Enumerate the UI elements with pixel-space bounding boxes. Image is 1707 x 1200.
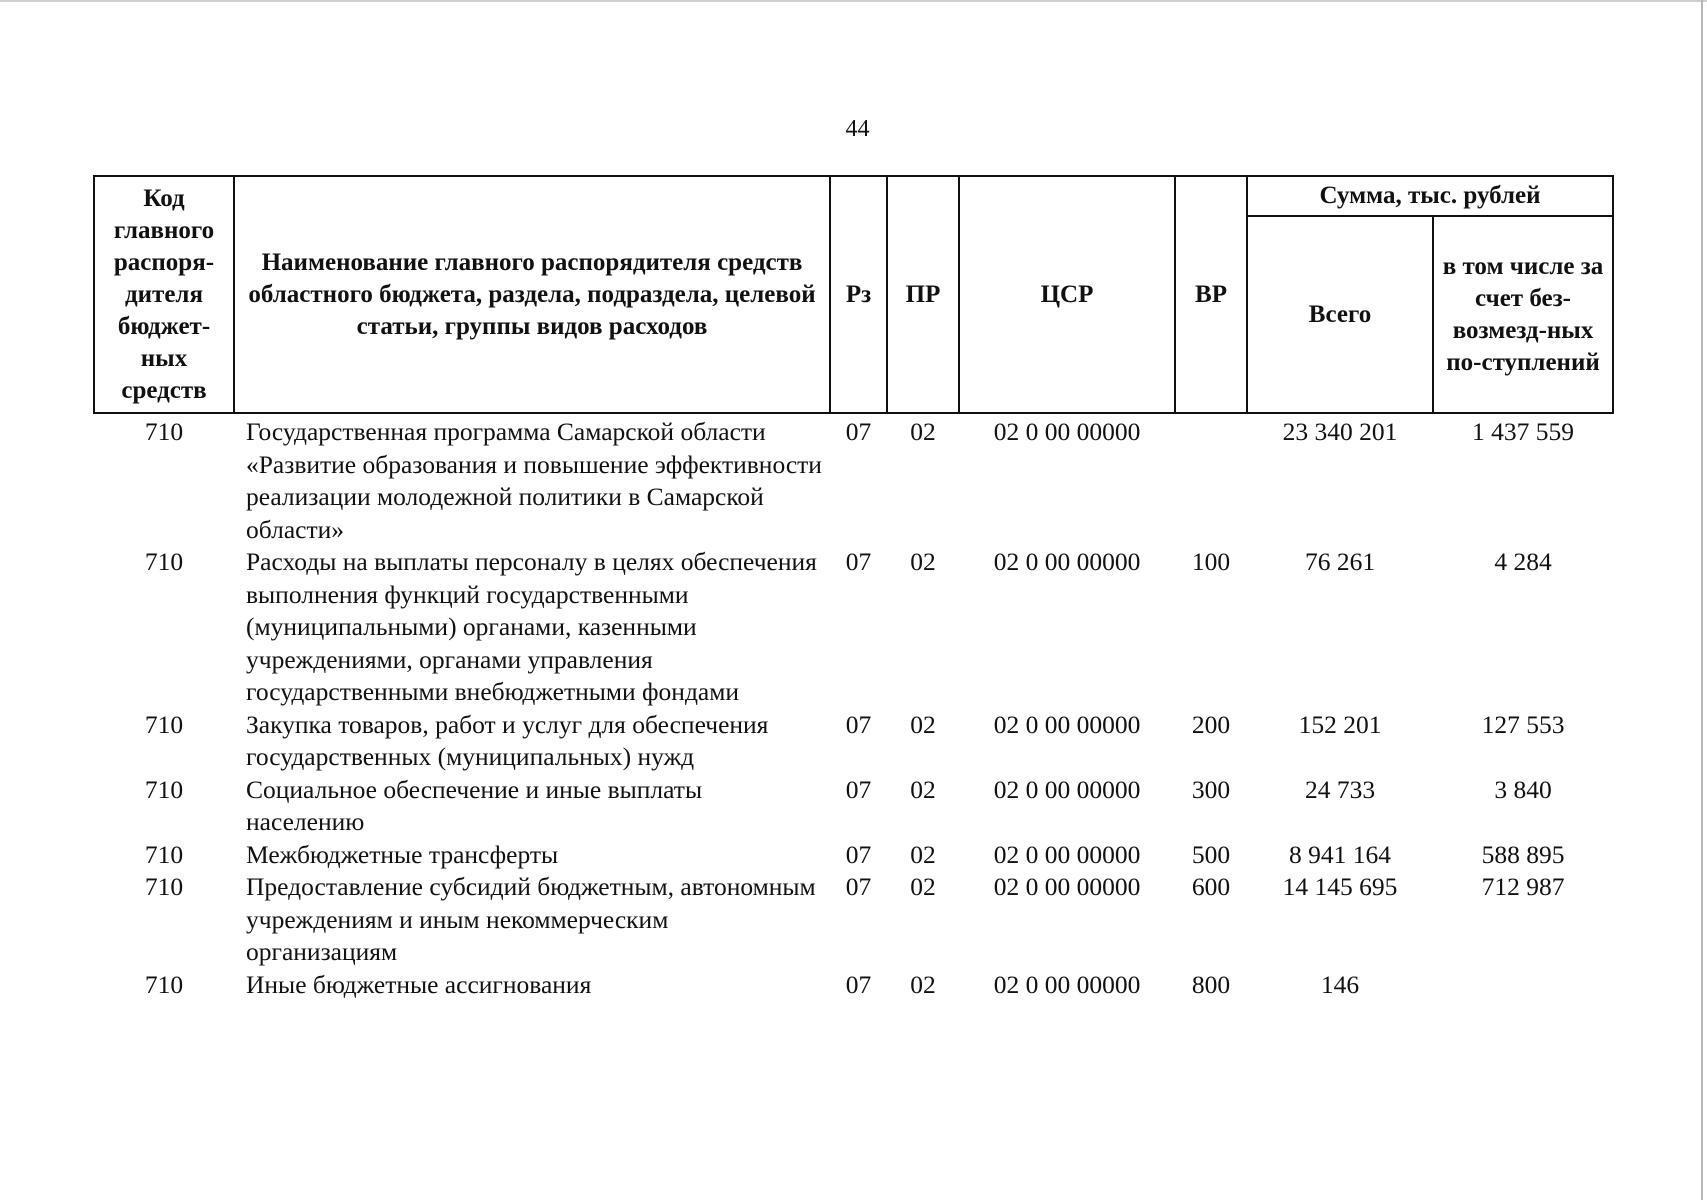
- table-body: [94, 413, 1613, 1001]
- cell-rz: 07: [845, 839, 872, 869]
- cell-name: Расходы на выплаты персоналу в целях обеспечения выполнения функций государственными (муниципальными) органами, казенными учреждениями, органами управления государственными внебюджетными фондами: [246, 547, 817, 706]
- table-header: [94, 176, 1613, 413]
- header-total: Всего: [1247, 216, 1433, 413]
- cell-pr: 02: [910, 872, 936, 901]
- table-row: [94, 546, 1613, 709]
- cell-pr: 02: [910, 969, 936, 999]
- cell-grant: 4 284: [1494, 547, 1552, 576]
- budget-table: [93, 175, 1614, 1001]
- cell-vr: 300: [1191, 774, 1231, 804]
- cell-name: Государственная программа Самарской области «Развитие образования и повышение эффективности реализации молодежной политики в Самарской области»: [246, 417, 822, 544]
- table-row: [94, 774, 1613, 839]
- cell-name: Социальное обеспечение и иные выплаты населению: [246, 774, 703, 836]
- page-number: 44: [845, 116, 870, 142]
- cell-csr: 02 0 00 00000: [993, 969, 1141, 999]
- cell-total: 8 941 164: [1289, 839, 1391, 869]
- cell-rz: 07: [845, 709, 872, 739]
- header-vr: ВР: [1175, 176, 1247, 413]
- cell-code: 710: [144, 839, 184, 869]
- header-rz: Рз: [830, 176, 887, 413]
- cell-pr: 02: [910, 417, 936, 446]
- cell-grant: [1433, 969, 1613, 1002]
- cell-grant: 1 437 559: [1472, 417, 1574, 446]
- cell-code: 710: [144, 872, 184, 901]
- cell-total: 24 733: [1304, 774, 1376, 804]
- cell-grant: 712 987: [1481, 872, 1565, 901]
- cell-rz: 07: [845, 774, 872, 804]
- cell-name: Межбюджетные трансферты: [246, 839, 559, 869]
- cell-vr: 800: [1191, 969, 1231, 999]
- table-row: [94, 709, 1613, 774]
- table-row: [94, 413, 1613, 546]
- cell-csr: 02 0 00 00000: [993, 872, 1141, 901]
- cell-pr: 02: [910, 709, 936, 739]
- cell-grant: 127 553: [1481, 709, 1565, 739]
- cell-code: 710: [144, 969, 184, 999]
- cell-code: 710: [144, 547, 184, 576]
- cell-name: Иные бюджетные ассигнования: [246, 969, 592, 999]
- cell-name: Предоставление субсидий бюджетным, автономным учреждениям и иным некоммерческим организациям: [246, 872, 816, 966]
- cell-csr: 02 0 00 00000: [993, 547, 1141, 576]
- cell-rz: 07: [845, 969, 872, 999]
- cell-rz: 07: [845, 872, 872, 901]
- cell-grant: 3 840: [1494, 774, 1552, 804]
- header-name: Наименование главного распорядителя средств областного бюджета, раздела, подраздела, целевой статьи, группы видов расходов: [234, 176, 830, 413]
- cell-code: 710: [144, 774, 184, 804]
- cell-total: 23 340 201: [1282, 417, 1398, 446]
- cell-name: Закупка товаров, работ и услуг для обеспечения государственных (муниципальных) нужд: [246, 709, 769, 771]
- table-row: [94, 871, 1613, 969]
- cell-csr: 02 0 00 00000: [993, 709, 1141, 739]
- cell-csr: 02 0 00 00000: [993, 417, 1141, 446]
- cell-vr: 100: [1191, 547, 1231, 576]
- header-grant: в том числе за счет без-возмезд-ных по-ступлений: [1433, 216, 1613, 413]
- cell-vr: 600: [1191, 872, 1231, 901]
- cell-pr: 02: [910, 774, 936, 804]
- cell-total: 152 201: [1298, 709, 1382, 739]
- cell-vr: [1175, 413, 1247, 546]
- table-row: [94, 839, 1613, 872]
- cell-pr: 02: [910, 839, 936, 869]
- cell-code: 710: [144, 417, 184, 446]
- cell-total: 76 261: [1304, 547, 1376, 576]
- cell-vr: 500: [1191, 839, 1231, 869]
- table-row: [94, 969, 1613, 1002]
- header-pr: ПР: [887, 176, 959, 413]
- cell-csr: 02 0 00 00000: [993, 774, 1141, 804]
- cell-code: 710: [144, 709, 184, 739]
- cell-rz: 07: [845, 547, 872, 576]
- cell-vr: 200: [1191, 709, 1231, 739]
- cell-total: 146: [1320, 969, 1360, 999]
- cell-total: 14 145 695: [1282, 872, 1398, 901]
- header-code: Код главного распоря-дителя бюджет-ных средств: [94, 176, 234, 413]
- header-sum-group: Сумма, тыс. рублей: [1247, 176, 1613, 216]
- scan-top-edge: [0, 0, 1707, 2]
- cell-rz: 07: [845, 417, 872, 446]
- header-csr: ЦСР: [959, 176, 1175, 413]
- cell-grant: 588 895: [1481, 839, 1565, 869]
- scan-right-edge: [1701, 0, 1703, 1200]
- cell-pr: 02: [910, 547, 936, 576]
- cell-csr: 02 0 00 00000: [993, 839, 1141, 869]
